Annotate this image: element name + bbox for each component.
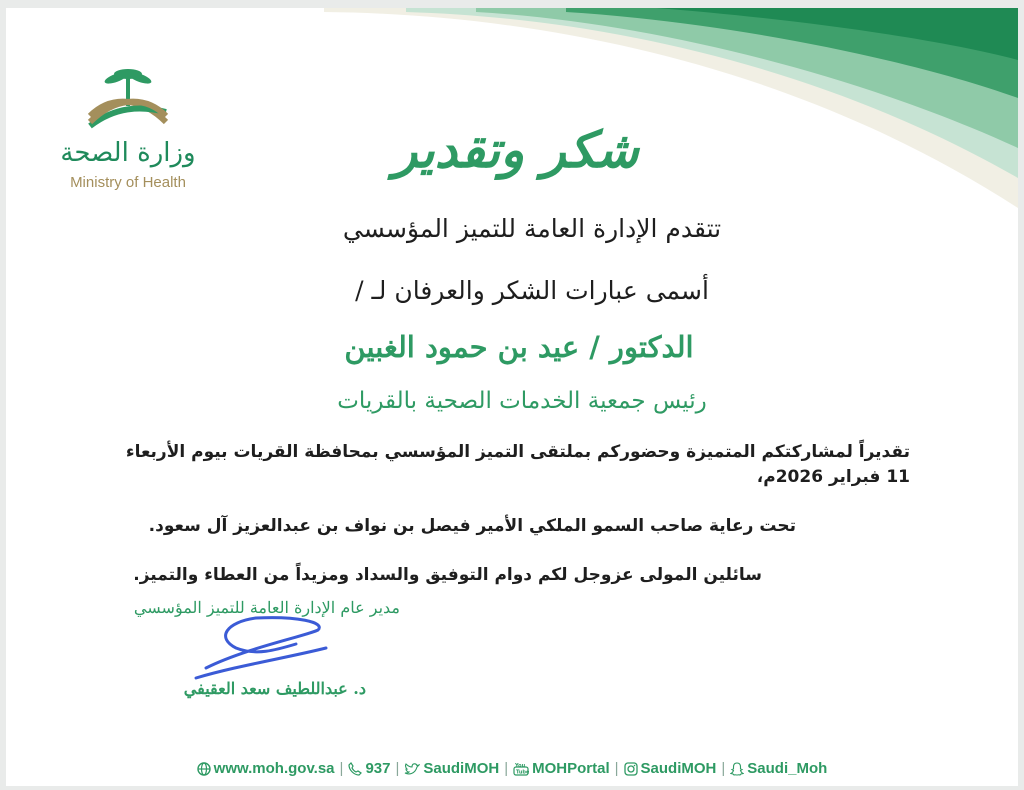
footer-website[interactable] (197, 760, 335, 777)
signatory-name: د. عبداللطيف سعد العقيفي (183, 679, 366, 698)
phone-icon (348, 762, 362, 776)
dedication-text: أسمى عبارات الشكر والعرفان لـ / (355, 276, 709, 305)
website-label: www.moh.gov.sa (213, 760, 335, 777)
globe-icon (197, 762, 211, 776)
snapchat-label: Saudi_Moh (747, 760, 828, 777)
twitter-icon (404, 762, 420, 776)
certificate-title: شكر وتقدير (393, 120, 639, 179)
footer-phone[interactable] (348, 760, 390, 777)
svg-text:Tube: Tube (516, 769, 530, 775)
recipient-role: رئيس جمعية الخدمات الصحية بالقريات (337, 388, 707, 414)
separator: | (721, 760, 726, 777)
intro-text: تتقدم الإدارة العامة للتميز المؤسسي (342, 214, 722, 243)
separator: | (614, 760, 619, 777)
footer-youtube[interactable] (513, 760, 610, 777)
signatory-title: مدير عام الإدارة العامة للتميز المؤسسي (133, 598, 400, 617)
footer-twitter[interactable] (404, 760, 499, 777)
body-line: تقديراً لمشاركتكم المتميزة وحضوركم بملتقى التميز المؤسسي بمحافظة القريات بيوم الأربعاء 11 فبراير 2026م، (125, 442, 910, 487)
palm-swords-emblem-icon (80, 66, 176, 136)
body-line: سائلين المولى عزوجل لكم دوام التوفيق والسداد ومزيداً من العطاء والتميز. (133, 565, 762, 585)
separator: | (504, 760, 509, 777)
body-line: تحت رعاية صاحب السمو الملكي الأمير فيصل بن نواف بن عبدالعزيز آل سعود. (148, 516, 796, 536)
instagram-icon (624, 762, 638, 776)
logo-arabic-name: وزارة الصحة (60, 138, 196, 168)
twitter-label: SaudiMOH (423, 760, 500, 777)
footer-snapchat[interactable] (730, 760, 827, 777)
logo-english-name: Ministry of Health (70, 174, 186, 191)
snapchat-icon (730, 762, 744, 776)
footer-instagram[interactable] (624, 760, 717, 777)
recipient-name: الدكتور / عيد بن حمود الغبين (344, 330, 694, 364)
separator: | (339, 760, 344, 777)
separator: | (395, 760, 400, 777)
phone-label: 937 (365, 760, 391, 777)
ministry-logo (54, 66, 214, 206)
youtube-label: MOHPortal (532, 760, 610, 777)
contact-footer (6, 760, 1018, 777)
youtube-icon (513, 762, 529, 776)
certificate-page (6, 8, 1018, 786)
handwritten-signature (186, 608, 336, 688)
certificate-body (110, 440, 910, 612)
svg-text:You: You (515, 762, 526, 769)
instagram-label: SaudiMOH (640, 760, 717, 777)
